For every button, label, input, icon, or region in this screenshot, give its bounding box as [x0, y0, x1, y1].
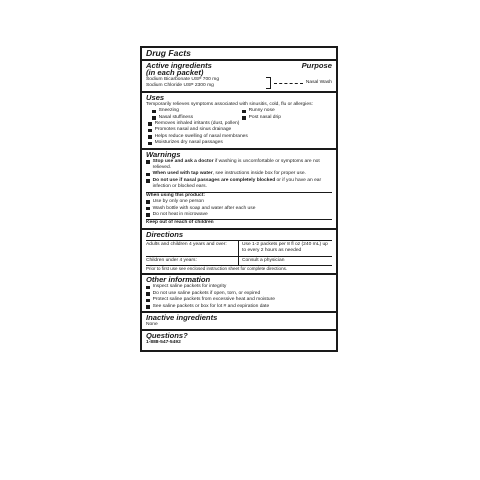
warning-item: When used with tap water, see instructions inside box for proper use.	[146, 171, 332, 177]
list-item: Moisturizes dry nasal passages	[148, 140, 332, 146]
bullet-icon	[146, 179, 150, 183]
list-item: Post nasal drip	[242, 115, 332, 121]
symptoms-list	[146, 108, 332, 121]
bullet-icon	[148, 142, 152, 146]
active-ingredients-section	[146, 61, 332, 90]
bullet-icon	[146, 299, 150, 303]
list-item: Promotes nasal and sinus drainage	[148, 127, 332, 133]
active-ingredients-heading: Active ingredients	[146, 61, 212, 70]
bullet-icon	[152, 110, 156, 114]
bullet-icon	[146, 173, 150, 177]
bullet-icon	[148, 129, 152, 133]
inactive-ingredients-heading: Inactive ingredients	[146, 312, 218, 322]
list-item: Do not heat in microwave	[146, 212, 332, 218]
bullet-icon	[146, 160, 150, 164]
uses-section	[146, 93, 332, 147]
warning-item: Stop use and ask a doctor if washing is uncomfortable or symptoms are not relieved.	[146, 159, 332, 172]
keep-out-of-reach: Keep out of reach of children	[146, 220, 214, 226]
bullet-icon	[146, 213, 150, 217]
table-cell: Consult a physician	[242, 257, 285, 263]
list-item: Sneezing	[152, 108, 242, 114]
uses-list	[146, 121, 332, 147]
bullet-icon	[146, 292, 150, 296]
purpose-leader	[266, 77, 306, 89]
ingredient-1: Sodium Bicarbonate USP 700 mg	[146, 77, 220, 82]
list-item: Removes inhaled irritants (dust, pollen)	[148, 121, 332, 127]
list-item: Helps reduce swelling of nasal membranes	[148, 134, 332, 140]
list-item: Do not use saline packets if open, torn, or expired	[146, 291, 332, 297]
bullet-icon	[146, 207, 150, 211]
list-item: Inspect saline packets for integrity	[146, 284, 332, 290]
bullet-icon	[146, 286, 150, 290]
inactive-ingredients-value: None	[146, 321, 158, 327]
drug-facts-label	[140, 46, 338, 352]
list-item: See saline packets or box for lot # and expiration date	[146, 304, 332, 310]
table-row	[146, 257, 332, 266]
purpose-heading: Purpose	[301, 61, 332, 70]
directions-note: Prior to first use see enclosed instruction sheet for complete directions.	[146, 265, 288, 271]
other-information-section	[146, 275, 332, 310]
bullet-icon	[148, 135, 152, 139]
questions-section	[146, 331, 332, 346]
bullet-icon	[148, 122, 152, 126]
when-using-heading: When using this product:	[146, 192, 205, 198]
warning-item: Do not use if nasal passages are completely blocked or if you have an ear infection or blocked ears.	[146, 178, 332, 191]
bullet-icon	[152, 116, 156, 120]
directions-heading: Directions	[146, 229, 184, 239]
list-item: Use by only one person	[146, 199, 332, 205]
bullet-icon	[146, 200, 150, 204]
bullet-icon	[242, 110, 246, 114]
bullet-icon	[146, 305, 150, 309]
bullet-icon	[242, 116, 246, 120]
list-item: Nasal stuffiness	[152, 115, 242, 121]
list-item: Wash bottle with soap and water after each use	[146, 206, 332, 212]
ingredient-2: Sodium Chloride USP 2300 mg	[146, 83, 214, 89]
other-information-heading: Other information	[146, 275, 211, 285]
table-cell: Use 1-2 packets per 8 fl oz (240 mL) up to every 2 hours as needed	[242, 241, 328, 254]
inactive-ingredients-section	[146, 313, 332, 328]
uses-heading: Uses	[146, 92, 165, 102]
table-cell: Children under 4 years:	[146, 257, 239, 265]
directions-section	[146, 230, 332, 273]
uses-intro: Temporarily relieves symptoms associated with sinusitis, cold, flu or allergies:	[146, 101, 313, 107]
table-cell: Adults and children 4 years and over:	[146, 241, 239, 256]
active-ingredients-subheading: (in each packet)	[146, 68, 204, 77]
list-item: Protect saline packets from excessive heat and moisture	[146, 297, 332, 303]
list-item: Runny nose	[242, 108, 332, 114]
warnings-section	[146, 150, 332, 227]
warnings-heading: Warnings	[146, 149, 181, 159]
table-row	[146, 241, 332, 257]
questions-heading: Questions?	[146, 331, 188, 341]
questions-phone: 1-888-547-5492	[146, 340, 181, 346]
directions-table	[146, 240, 332, 266]
drug-facts-title: Drug Facts	[146, 48, 191, 58]
purpose-value: Nasal Wash	[305, 80, 332, 86]
